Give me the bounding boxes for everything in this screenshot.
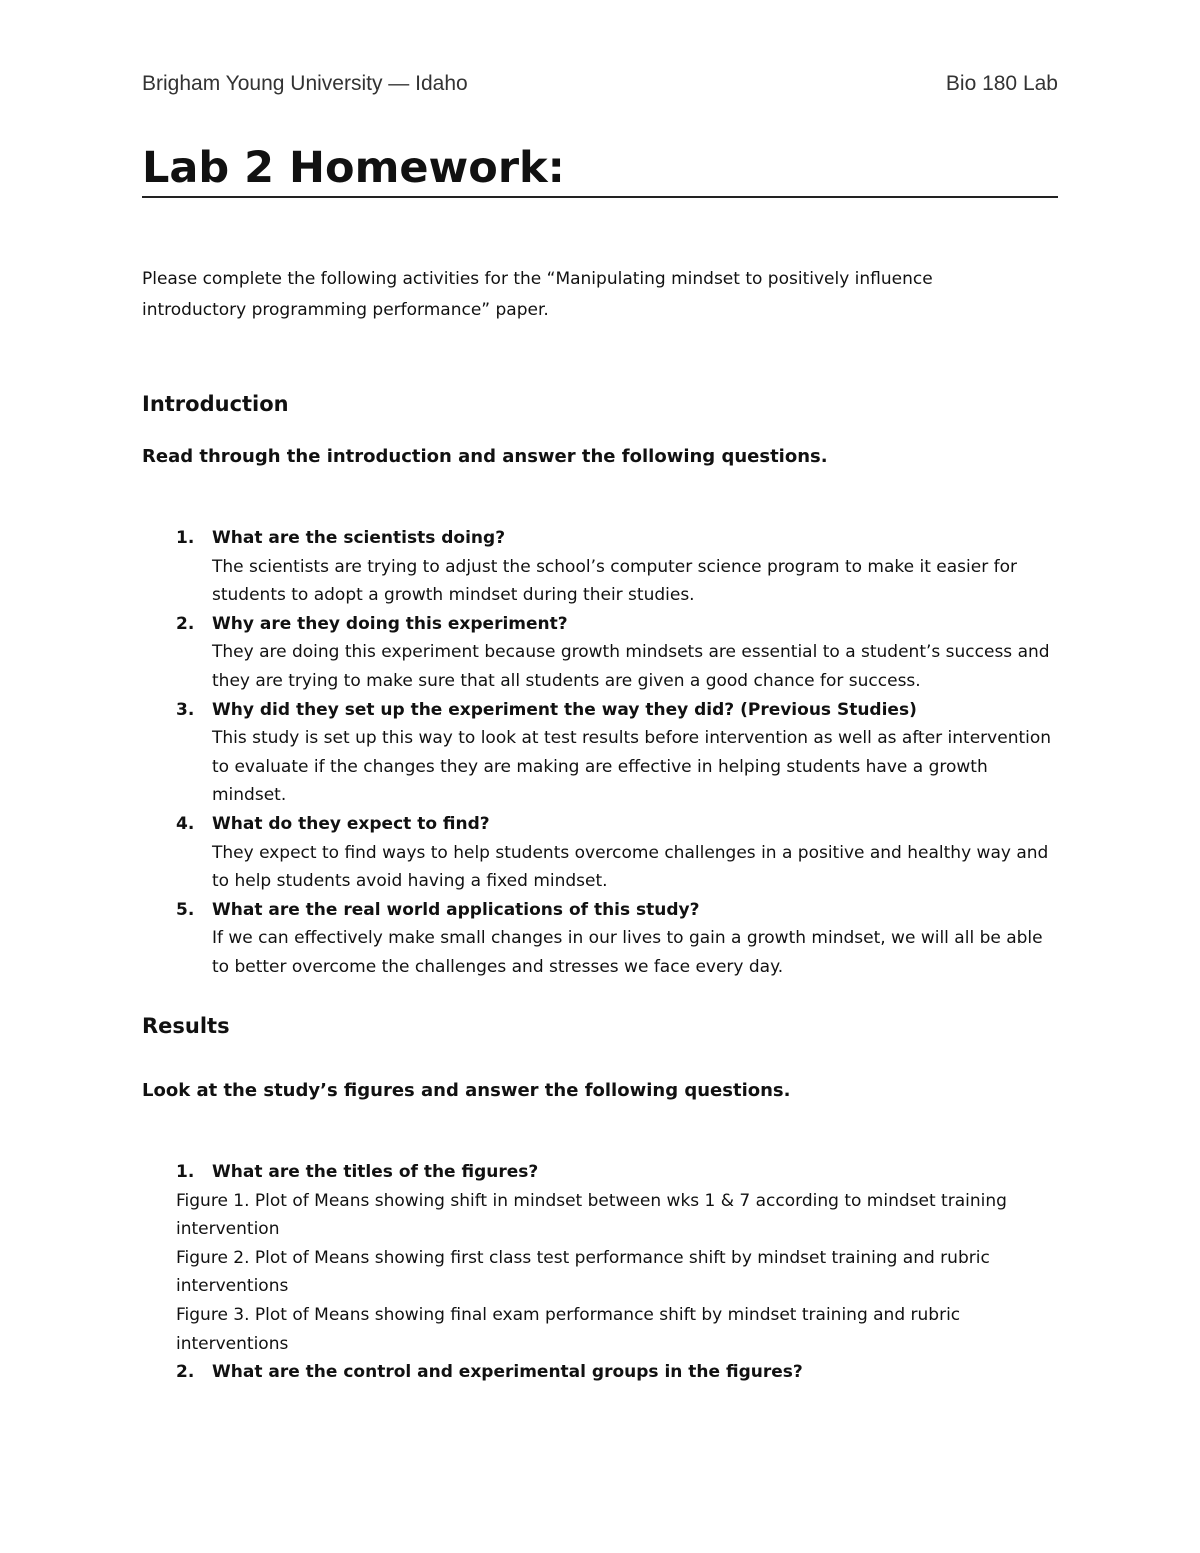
question-number: 3. [176,699,195,720]
introduction-heading: Introduction [142,392,289,416]
question-text: What are the scientists doing? [212,528,506,548]
results-questions [142,1158,1058,1387]
introduction-instruction: Read through the introduction and answer the following questions. [142,446,828,467]
results-heading: Results [142,1014,230,1038]
list-item [142,896,1058,982]
list-item [142,524,1058,610]
question-text: What are the titles of the figures? [212,1162,539,1182]
question-number: 2. [176,1362,195,1383]
document-page [142,0,1058,1553]
intro-paragraph: Please complete the following activities for the “Manipulating mindset to positively influence introductory programming performance” paper. [142,269,933,320]
question-text: What do they expect to find? [212,813,490,834]
answer-text: They are doing this experiment because growth mindsets are essential to a student’s success and they are trying to make sure that all students are given a good chance for success. [212,642,1050,691]
figure-title-3: Figure 3. Plot of Means showing final exam performance shift by mindset training and rubric interventions [176,1304,961,1354]
question-number: 1. [176,1162,195,1182]
question-number: 4. [176,813,195,834]
answer-text: The scientists are trying to adjust the school’s computer science program to make it easier for students to adopt a growth mindset during their studies. [212,556,1017,606]
header-institution: Brigham Young University — Idaho [142,72,468,95]
question-number: 2. [176,613,195,634]
question-number: 1. [176,528,195,548]
list-item [142,1158,1058,1187]
answer-text: If we can effectively make small changes in our lives to gain a growth mindset, we will all be able to better overcome the challenges and stresses we face every day. [212,928,1043,977]
answer-text: They expect to find ways to help students overcome challenges in a positive and healthy way and to help students avoid having a fixed mindset. [212,842,1049,892]
question-number: 5. [176,899,195,920]
question-text: What are the real world applications of this study? [212,899,700,920]
answer-text: This study is set up this way to look at test results before intervention as well as after intervention to evaluate if the changes they are making are effective in helping students have a growth mindset. [212,728,1052,806]
list-item [142,1358,1058,1387]
figure-title-1: Figure 1. Plot of Means showing shift in mindset between wks 1 & 7 according to mindset training intervention [176,1190,1007,1240]
results-instruction: Look at the study’s figures and answer the following questions. [142,1080,791,1101]
list-item [142,610,1058,696]
question-text: Why did they set up the experiment the way they did? (Previous Studies) [212,699,917,720]
introduction-questions [142,524,1058,982]
figure-title-2: Figure 2. Plot of Means showing first class test performance shift by mindset training and rubric interventions [176,1247,990,1297]
question-text: Why are they doing this experiment? [212,613,568,634]
question-text: What are the control and experimental groups in the figures? [212,1362,803,1383]
page-header [142,72,1058,102]
header-course: Bio 180 Lab [945,72,1058,95]
list-item [142,696,1058,810]
list-item [142,810,1058,896]
page-title: Lab 2 Homework: [142,140,1058,198]
